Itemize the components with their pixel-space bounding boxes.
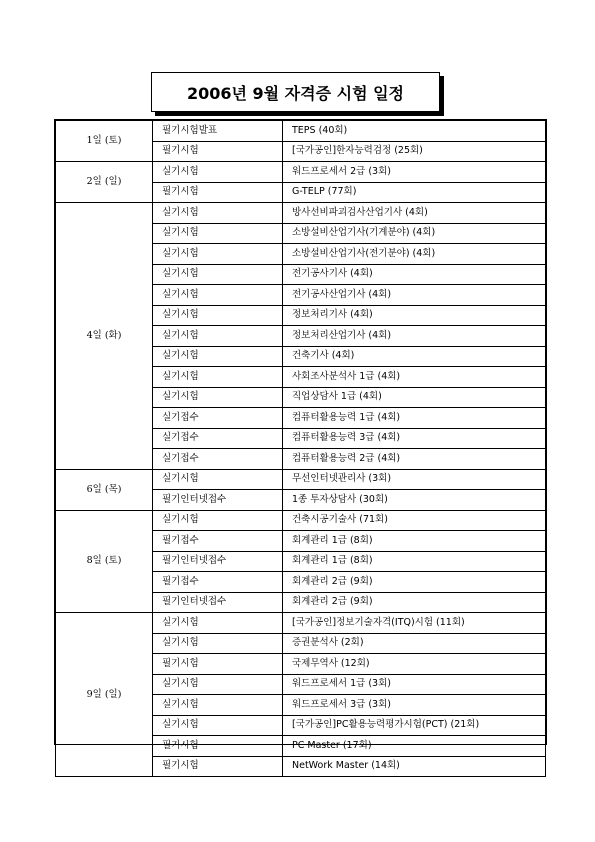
exam-name-cell: 전기공사산업기사 (4회) <box>283 285 546 306</box>
exam-type-cell: 실기시험 <box>153 510 283 531</box>
exam-name-cell: 증권분석사 (2회) <box>283 633 546 654</box>
date-cell: 9일 (일) <box>56 613 153 777</box>
exam-type-cell: 필기시험 <box>153 182 283 203</box>
exam-type-cell: 필기접수 <box>153 531 283 552</box>
exam-type-cell: 필기인터넷접수 <box>153 490 283 511</box>
exam-name-cell: 정보처리산업기사 (4회) <box>283 326 546 347</box>
exam-type-cell: 실기시험 <box>153 162 283 183</box>
exam-name-cell: [국가공인]한자능력검정 (25회) <box>283 141 546 162</box>
table-row <box>56 469 546 490</box>
exam-type-cell: 실기시험 <box>153 633 283 654</box>
exam-type-cell: 실기시험 <box>153 387 283 408</box>
exam-type-cell: 실기접수 <box>153 449 283 470</box>
exam-type-cell: 실기시험 <box>153 695 283 716</box>
exam-type-cell: 필기접수 <box>153 572 283 593</box>
page-title: 2006년 9월 자격증 시험 일정 <box>186 83 405 103</box>
exam-type-cell: 필기시험발표 <box>153 121 283 142</box>
date-cell: 4일 (화) <box>56 203 153 470</box>
exam-name-cell: 1종 투자상담사 (30회) <box>283 490 546 511</box>
exam-type-cell: 필기시험 <box>153 141 283 162</box>
table-row <box>56 203 546 224</box>
exam-type-cell: 필기시험 <box>153 756 283 777</box>
exam-type-cell: 실기시험 <box>153 285 283 306</box>
title-box <box>151 72 440 112</box>
exam-type-cell: 실기접수 <box>153 428 283 449</box>
exam-name-cell: [국가공인]정보기술자격(ITQ)시험 (11회) <box>283 613 546 634</box>
date-cell: 8일 (토) <box>56 510 153 613</box>
exam-name-cell: [국가공인]PC활용능력평가시험(PCT) (21회) <box>283 715 546 736</box>
date-cell: 6일 (목) <box>56 469 153 510</box>
exam-type-cell: 필기시험 <box>153 654 283 675</box>
exam-name-cell: 정보처리기사 (4회) <box>283 305 546 326</box>
exam-type-cell: 실기시험 <box>153 264 283 285</box>
exam-name-cell: 무선인터넷관리사 (3회) <box>283 469 546 490</box>
exam-name-cell: 건축기사 (4회) <box>283 346 546 367</box>
exam-name-cell: 컴퓨터활용능력 3급 (4회) <box>283 428 546 449</box>
exam-name-cell: 직업상담사 1급 (4회) <box>283 387 546 408</box>
exam-type-cell: 실기시험 <box>153 203 283 224</box>
exam-name-cell: 전기공사기사 (4회) <box>283 264 546 285</box>
exam-type-cell: 실기시험 <box>153 469 283 490</box>
exam-type-cell: 실기접수 <box>153 408 283 429</box>
schedule-table <box>55 120 546 777</box>
exam-type-cell: 실기시험 <box>153 674 283 695</box>
exam-name-cell: 컴퓨터활용능력 2급 (4회) <box>283 449 546 470</box>
exam-type-cell: 필기시험 <box>153 736 283 757</box>
exam-name-cell: 소방설비산업기사(기계분야) (4회) <box>283 223 546 244</box>
date-cell: 1일 (토) <box>56 121 153 162</box>
exam-name-cell: 회계관리 1급 (8회) <box>283 531 546 552</box>
exam-name-cell: 회계관리 1급 (8회) <box>283 551 546 572</box>
exam-type-cell: 필기인터넷접수 <box>153 551 283 572</box>
title-frame <box>151 72 440 112</box>
exam-name-cell: 워드프로세서 1급 (3회) <box>283 674 546 695</box>
exam-type-cell: 실기시험 <box>153 613 283 634</box>
exam-name-cell: G-TELP (77회) <box>283 182 546 203</box>
exam-type-cell: 필기인터넷접수 <box>153 592 283 613</box>
schedule-table-body <box>56 121 546 777</box>
exam-type-cell: 실기시험 <box>153 305 283 326</box>
exam-name-cell: TEPS (40회) <box>283 121 546 142</box>
exam-type-cell: 실기시험 <box>153 244 283 265</box>
exam-type-cell: 실기시험 <box>153 715 283 736</box>
exam-type-cell: 실기시험 <box>153 326 283 347</box>
exam-name-cell: 건축시공기술사 (71회) <box>283 510 546 531</box>
exam-name-cell: 워드프로세서 3급 (3회) <box>283 695 546 716</box>
exam-name-cell: 국제무역사 (12회) <box>283 654 546 675</box>
exam-type-cell: 실기시험 <box>153 367 283 388</box>
exam-name-cell: 사회조사분석사 1급 (4회) <box>283 367 546 388</box>
table-row <box>56 162 546 183</box>
exam-type-cell: 실기시험 <box>153 223 283 244</box>
exam-name-cell: 컴퓨터활용능력 1급 (4회) <box>283 408 546 429</box>
table-row <box>56 121 546 142</box>
exam-name-cell: 회계관리 2급 (9회) <box>283 572 546 593</box>
exam-type-cell: 실기시험 <box>153 346 283 367</box>
exam-name-cell: 소방설비산업기사(전기분야) (4회) <box>283 244 546 265</box>
exam-name-cell: 회계관리 2급 (9회) <box>283 592 546 613</box>
exam-name-cell: PC Master (17회) <box>283 736 546 757</box>
table-row <box>56 510 546 531</box>
exam-name-cell: 방사선비파괴검사산업기사 (4회) <box>283 203 546 224</box>
table-row <box>56 613 546 634</box>
exam-name-cell: 워드프로세서 2급 (3회) <box>283 162 546 183</box>
date-cell: 2일 (일) <box>56 162 153 203</box>
exam-name-cell: NetWork Master (14회) <box>283 756 546 777</box>
